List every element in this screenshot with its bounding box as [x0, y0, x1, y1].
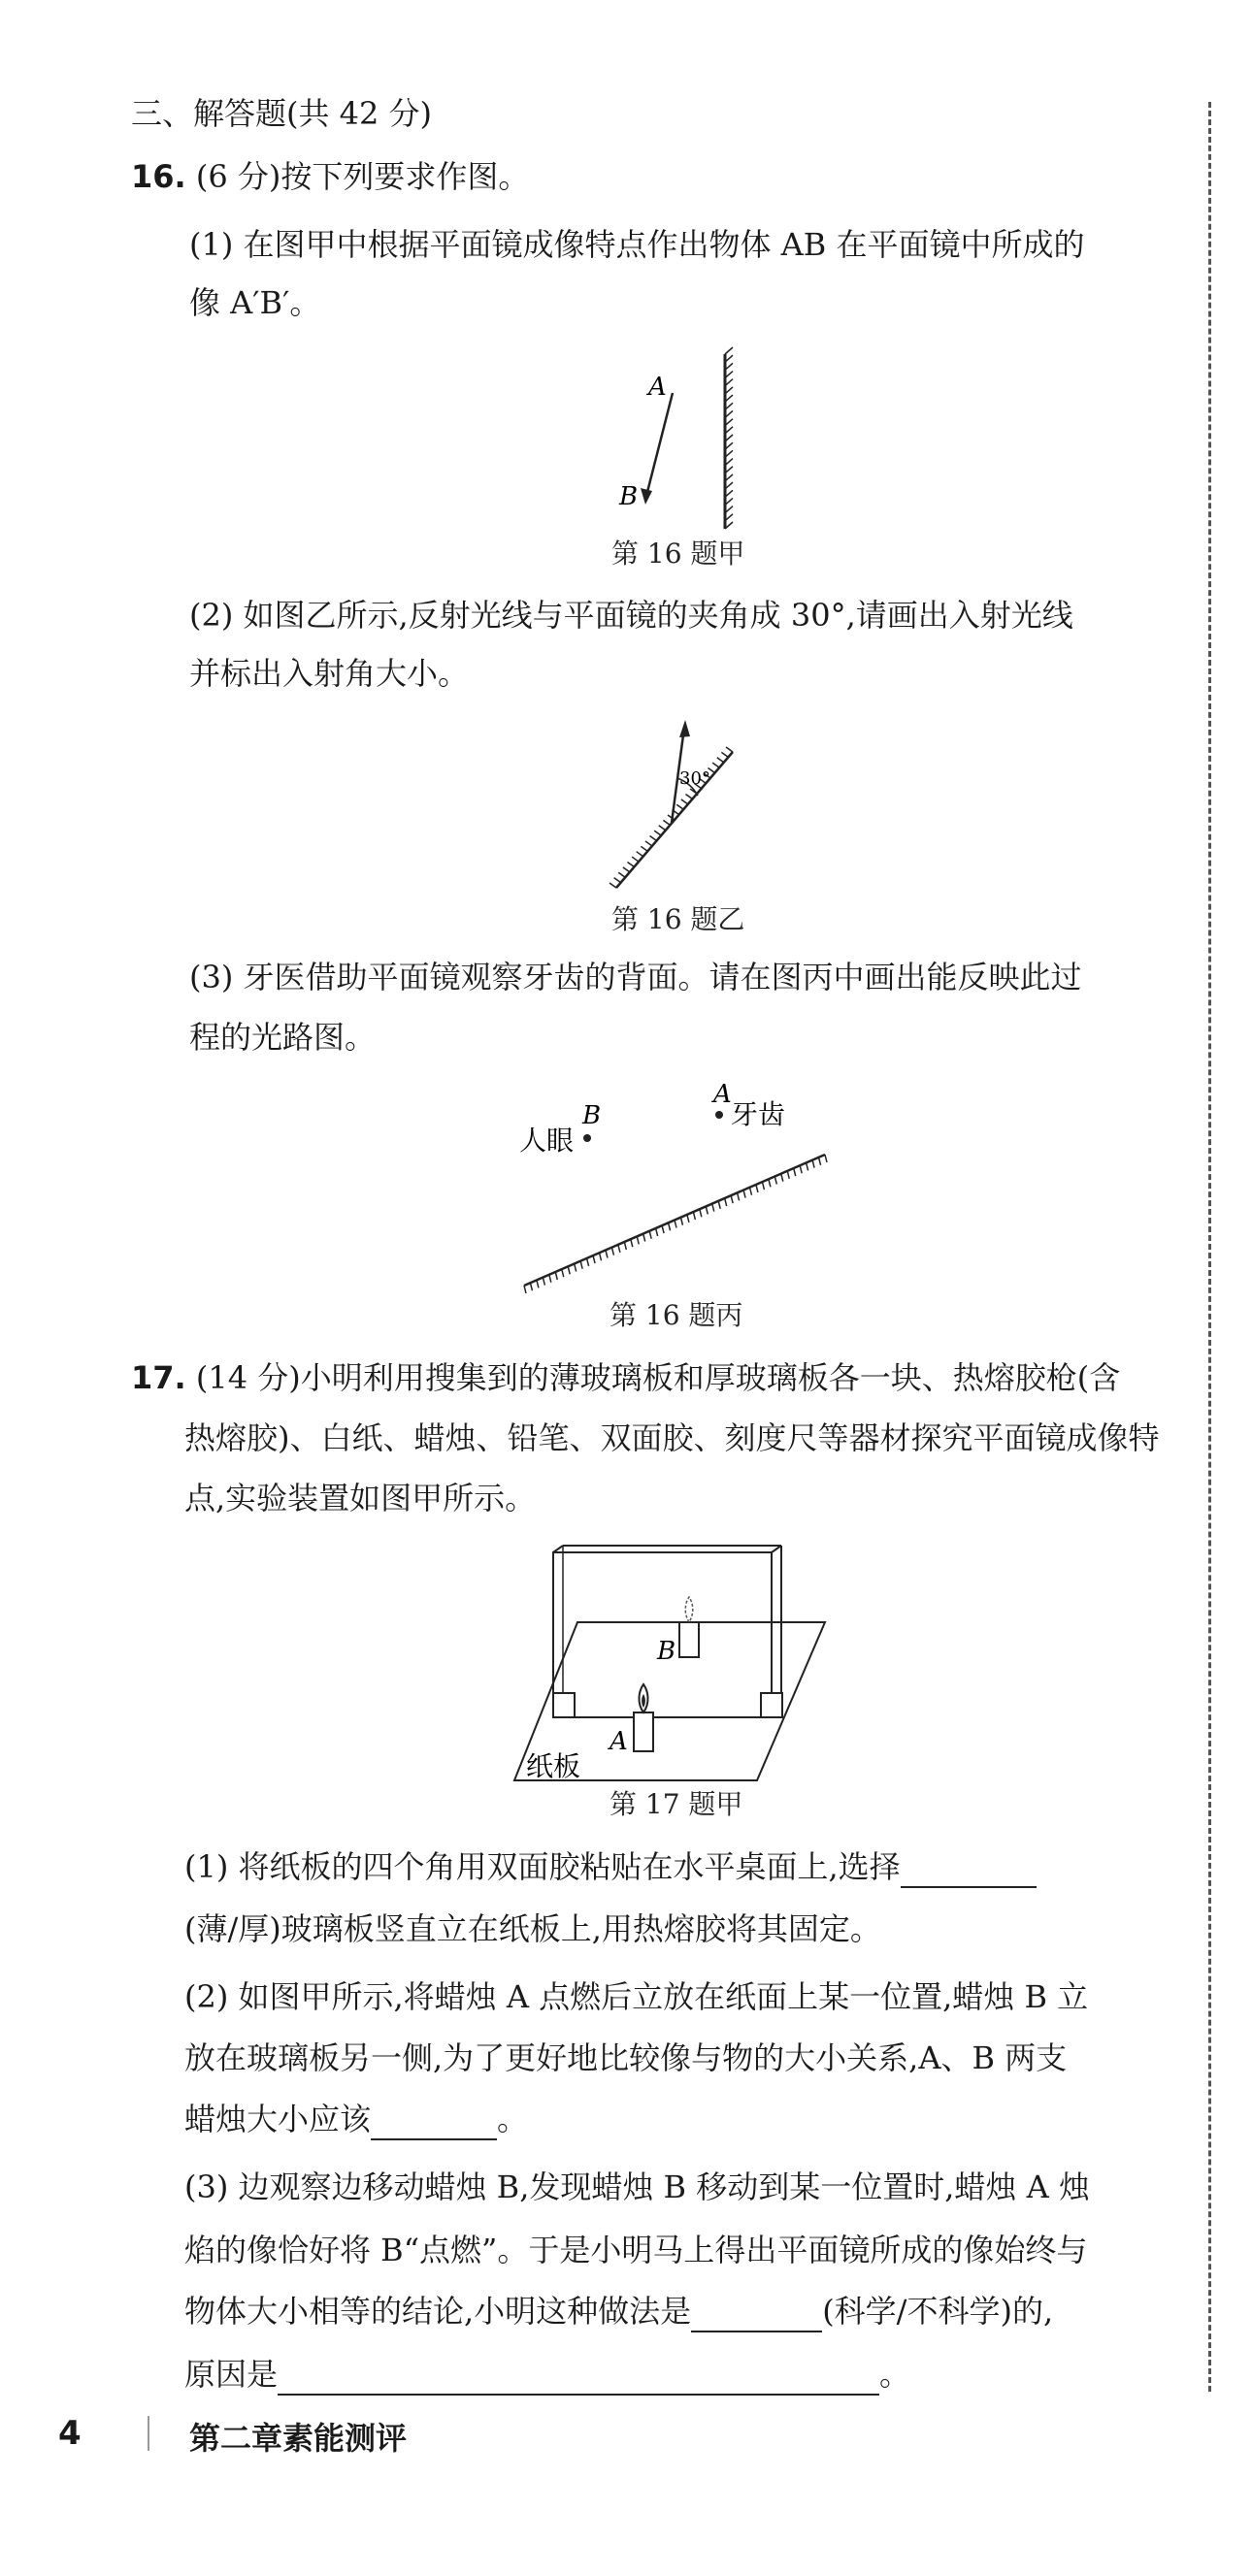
q17-part1-text1: (1) 将纸板的四个角用双面胶粘贴在水平桌面上,选择 [184, 1848, 901, 1885]
q17-stem-line1 [131, 1356, 1120, 1399]
q17-part3-line3 [184, 2290, 1053, 2332]
fig16c-label-b: B [582, 1101, 602, 1130]
q17-part2-text3b: 。 [497, 2101, 529, 2137]
q17-part2-line1: (2) 如图甲所示,将蜡烛 A 点燃后立放在纸面上某一位置,蜡烛 B 立 [184, 1978, 1089, 2015]
q16-part2-line1: (2) 如图乙所示,反射光线与平面镜的夹角成 30°,请画出入射光线 [189, 597, 1073, 634]
q17-stem-line2: 热熔胶)、白纸、蜡烛、铅笔、双面胶、刻度尺等器材探究平面镜成像特 [184, 1419, 1160, 1456]
fig16c-label-a: A [713, 1080, 732, 1109]
q17-part3-blank1[interactable] [691, 2296, 822, 2332]
q17-part2-blank[interactable] [371, 2103, 497, 2140]
footer-chapter-title: 第二章素能测评 [189, 2420, 408, 2457]
page-dashed-border [1208, 102, 1211, 2392]
fig17a-label-b: B [657, 1637, 676, 1666]
q17-part1-line2: (薄/厚)玻璃板竖直立在纸板上,用热熔胶将其固定。 [184, 1910, 881, 1947]
q16-stem: (6 分)按下列要求作图。 [195, 158, 530, 195]
q17-part1-blank[interactable] [901, 1851, 1037, 1888]
fig17a-label-a: A [610, 1727, 628, 1756]
fig17a-diagram [505, 1543, 835, 1790]
q17-stem-line3: 点,实验装置如图甲所示。 [184, 1480, 537, 1516]
q17-stem-text1: (14 分)小明利用搜集到的薄玻璃板和厚玻璃板各一块、热熔胶枪(含 [195, 1359, 1121, 1396]
q17-part2-line2: 放在玻璃板另一侧,为了更好地比较像与物的大小关系,A、B 两支 [184, 2039, 1068, 2076]
fig16a-label-b: B [619, 482, 639, 511]
q16-stem-line [131, 155, 529, 198]
q17-part3-line1: (3) 边观察边移动蜡烛 B,发现蜡烛 B 移动到某一位置时,蜡烛 A 烛 [184, 2168, 1090, 2205]
q16-part2-line2: 并标出入射角大小。 [189, 655, 470, 692]
fig17a-label-board: 纸板 [526, 1750, 581, 1782]
q17-part3-text3a: 物体大小相等的结论,小明这种做法是 [184, 2293, 692, 2330]
fig16a-caption: 第 16 题甲 [611, 538, 745, 570]
fig16c-label-tooth: 牙齿 [731, 1098, 786, 1130]
q16-part3-line2: 程的光路图。 [189, 1019, 377, 1056]
q17-part1-line1 [184, 1845, 1037, 1888]
q16-part3-line1: (3) 牙医借助平面镜观察牙齿的背面。请在图丙中画出能反映此过 [189, 959, 1082, 995]
q17-number: 17. [131, 1359, 186, 1396]
q17-part3-text4a: 原因是 [184, 2356, 279, 2393]
footer-divider [148, 2416, 149, 2451]
footer-page-number: 4 [58, 2414, 82, 2453]
fig16c-label-eye: 人眼 [519, 1125, 575, 1157]
q16-part1-line2: 像 A′B′。 [189, 284, 321, 321]
q16-part1-line1: (1) 在图甲中根据平面镜成像特点作出物体 AB 在平面镜中所成的 [189, 226, 1085, 263]
fig16b-diagram [602, 718, 738, 902]
q16-number: 16. [131, 158, 186, 195]
fig16a-label-a: A [648, 373, 667, 402]
section-title: 三、解答题(共 42 分) [131, 95, 433, 132]
q17-part3-text4b: 。 [879, 2356, 911, 2393]
fig16c-diagram [510, 1077, 840, 1300]
fig17a-caption: 第 17 题甲 [610, 1788, 743, 1820]
q17-part3-blank2[interactable] [278, 2359, 879, 2396]
q17-part3-line4 [184, 2353, 910, 2396]
q17-part2-line3 [184, 2098, 528, 2140]
fig16b-angle-label: 30° [679, 768, 710, 789]
q17-part3-line2: 焰的像恰好将 B“点燃”。于是小明马上得出平面镜所成的像始终与 [184, 2232, 1088, 2268]
fig16c-caption: 第 16 题丙 [610, 1299, 743, 1331]
fig16a-diagram [582, 344, 776, 538]
q17-part3-text3b: (科学/不科学)的, [822, 2293, 1054, 2330]
q17-part2-text3a: 蜡烛大小应该 [184, 2101, 372, 2137]
fig16b-caption: 第 16 题乙 [611, 903, 745, 935]
